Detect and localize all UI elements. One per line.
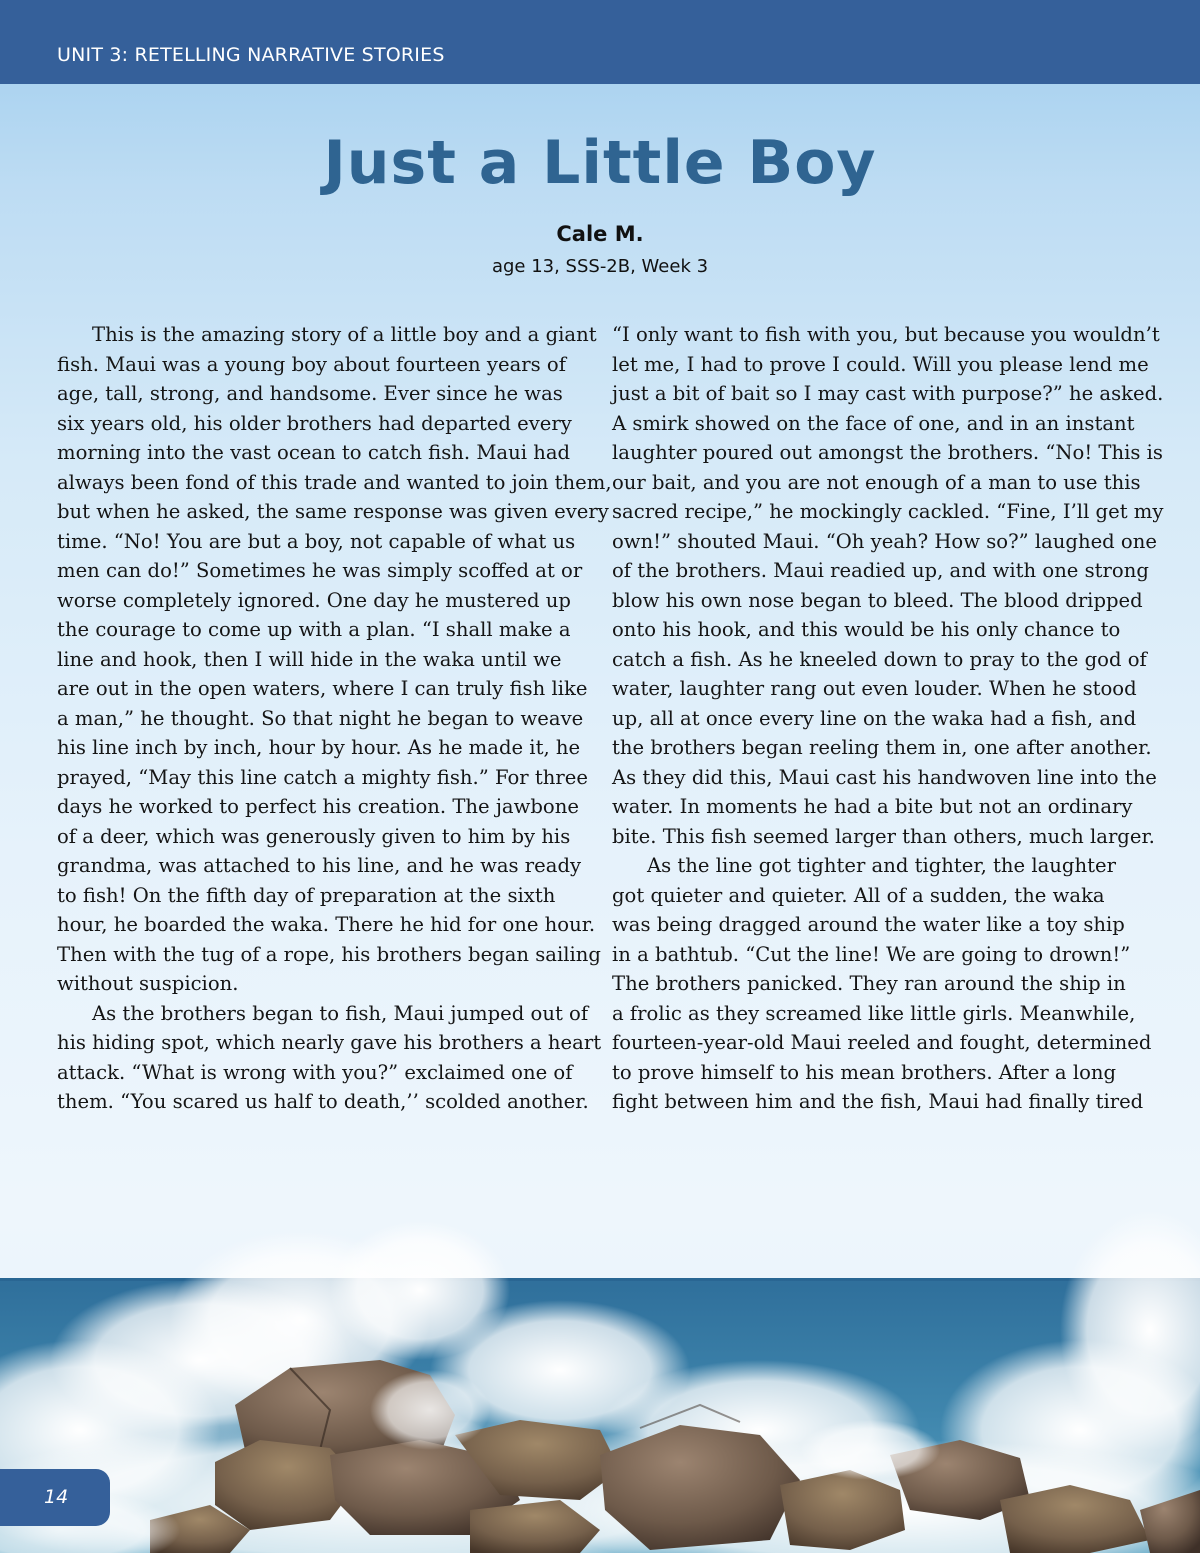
text-line: catch a fish. As he kneeled down to pray to the god of <box>612 647 1147 671</box>
text-line: let me, I had to prove I could. Will you please lend me <box>612 352 1149 376</box>
text-line: As they did this, Maui cast his handwoven line into the <box>612 765 1157 789</box>
page-number: 14 <box>44 1486 69 1508</box>
text-line: just a bit of bait so I may cast with purpose?” he asked. <box>612 382 1164 405</box>
ocean-rocks-illustration <box>0 1200 1200 1553</box>
text-line: of the brothers. Maui readied up, and with one strong <box>612 559 1149 582</box>
story-title: Just a Little Boy <box>323 128 877 198</box>
text-line: Then with the tug of a rope, his brothers began sailing <box>57 942 601 966</box>
text-line: to prove himself to his mean brothers. After a long <box>612 1060 1117 1084</box>
text-line: got quieter and quieter. All of a sudden, the waka <box>612 883 1105 907</box>
text-line: a frolic as they screamed like little girls. Meanwhile, <box>612 1001 1136 1025</box>
text-line: fight between him and the fish, Maui had finally tired <box>612 1090 1144 1113</box>
text-line: onto his hook, and this would be his only chance to <box>612 618 1121 641</box>
text-line: without suspicion. <box>57 972 239 995</box>
text-line: his hiding spot, which nearly gave his brothers a heart <box>57 1031 602 1054</box>
text-column-left <box>57 320 612 1117</box>
text-line: fourteen-year-old Maui reeled and fought, determined <box>612 1031 1152 1054</box>
text-line: are out in the open waters, where I can truly fish like <box>57 677 588 700</box>
text-line: six years old, his older brothers had departed every <box>57 411 572 435</box>
text-line: own!” shouted Maui. “Oh yeah? How so?” laughed one <box>612 529 1157 553</box>
text-line: always been fond of this trade and wanted to join them, <box>57 470 612 494</box>
text-line: the courage to come up with a plan. “I shall make a <box>57 618 571 641</box>
text-line: line and hook, then I will hide in the waka until we <box>57 647 562 671</box>
text-line: age, tall, strong, and handsome. Ever since he was <box>57 382 563 405</box>
text-line: was being dragged around the water like a toy ship <box>612 913 1125 936</box>
text-line: men can do!” Sometimes he was simply scoffed at or <box>57 559 583 582</box>
text-line: time. “No! You are but a boy, not capable of what us <box>57 529 576 553</box>
text-line: water, laughter rang out even louder. When he stood <box>612 677 1137 700</box>
text-line: blow his own nose began to bleed. The blood dripped <box>612 588 1143 612</box>
text-line: As the line got tighter and tighter, the laughter <box>647 854 1116 877</box>
text-line: sacred recipe,” he mockingly cackled. “Fine, I’ll get my <box>612 500 1164 523</box>
header-bar <box>0 0 1200 84</box>
text-line: worse completely ignored. One day he mustered up <box>57 588 571 612</box>
text-line: but when he asked, the same response was given every <box>57 500 609 523</box>
text-line: the brothers began reeling them in, one after another. <box>612 736 1152 759</box>
text-line: to fish! On the fifth day of preparation at the sixth <box>57 883 556 907</box>
text-line: of a deer, which was generously given to him by his <box>57 824 571 848</box>
text-line: grandma, was attached to his line, and he was ready <box>57 854 582 877</box>
text-line: bite. This fish seemed larger than others, much larger. <box>612 824 1155 848</box>
text-line: up, all at once every line on the waka had a fish, and <box>612 706 1137 730</box>
text-line: fish. Maui was a young boy about fourteen years of <box>57 352 566 376</box>
text-line: his line inch by inch, hour by hour. As he made it, he <box>57 736 581 759</box>
text-line: them. “You scared us half to death,’’ scolded another. <box>57 1090 589 1113</box>
text-line: hour, he boarded the waka. There he hid for one hour. <box>57 913 596 936</box>
text-line: “I only want to fish with you, but because you wouldn’t <box>612 323 1160 346</box>
text-column-right <box>612 320 1164 1117</box>
text-line: days he worked to perfect his creation. The jawbone <box>57 795 579 818</box>
text-line: prayed, “May this line catch a mighty fish.” For three <box>57 765 588 789</box>
author-name: Cale M. <box>556 222 644 246</box>
author-meta: age 13, SSS-2B, Week 3 <box>491 256 709 277</box>
text-line: laughter poured out amongst the brothers. “No! This is <box>612 441 1163 464</box>
text-line: As the brothers began to fish, Maui jumped out of <box>92 1001 589 1025</box>
text-line: in a bathtub. “Cut the line! We are going to drown!” <box>612 942 1131 966</box>
text-line: morning into the vast ocean to catch fish. Maui had <box>57 441 571 464</box>
text-line: attack. “What is wrong with you?” exclaimed one of <box>57 1060 573 1084</box>
text-line: water. In moments he had a bite but not an ordinary <box>612 795 1133 818</box>
text-line: This is the amazing story of a little boy and a giant <box>92 323 597 346</box>
text-line: The brothers panicked. They ran around the ship in <box>612 972 1126 995</box>
text-line: our bait, and you are not enough of a man to use this <box>612 470 1141 494</box>
text-line: A smirk showed on the face of one, and in an instant <box>612 411 1135 435</box>
text-line: a man,” he thought. So that night he began to weave <box>57 706 584 730</box>
unit-label: UNIT 3: RETELLING NARRATIVE STORIES <box>57 44 445 66</box>
